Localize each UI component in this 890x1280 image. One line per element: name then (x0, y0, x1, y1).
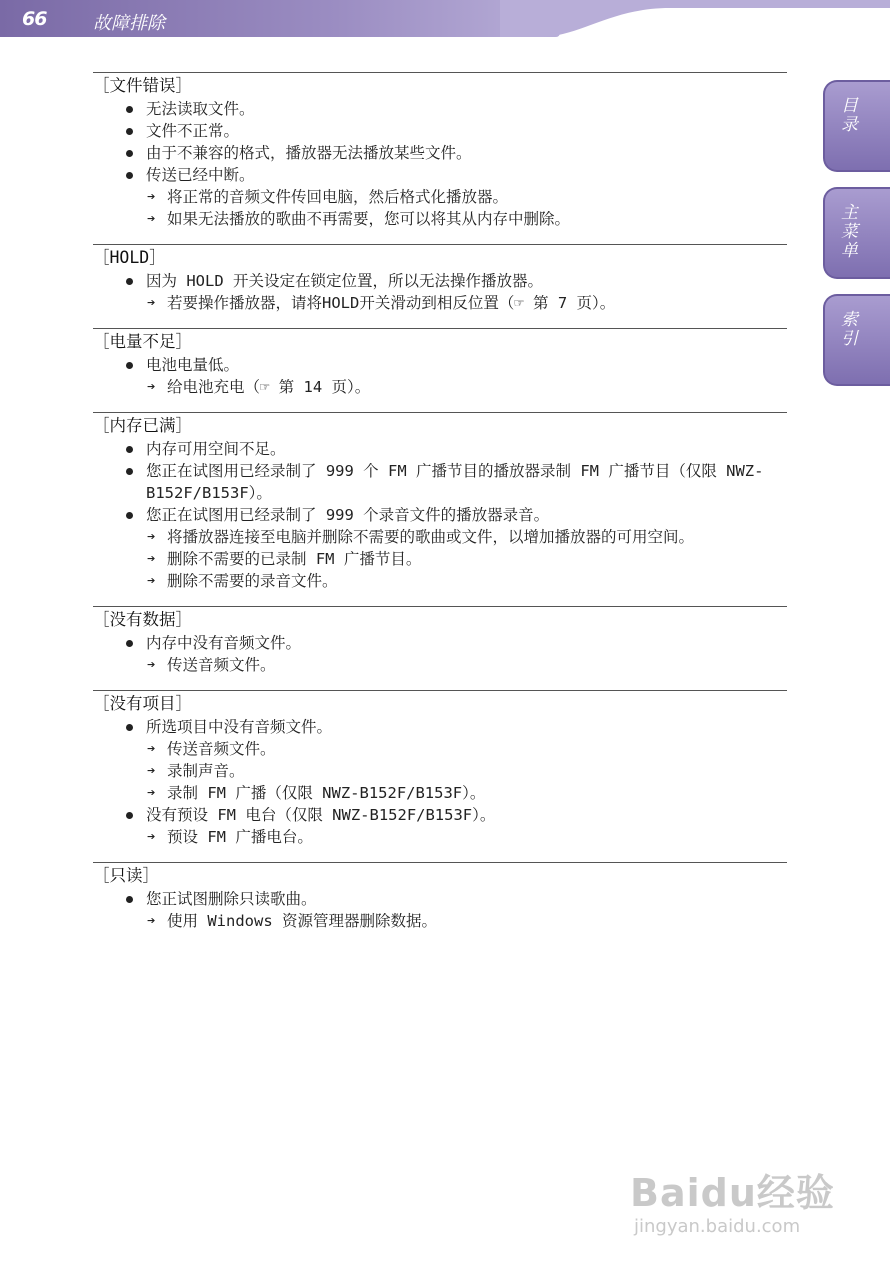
error-section-title: ［只读］ (93, 866, 159, 885)
tab-contents-label: 目录 (837, 96, 857, 134)
item-text: 由于不兼容的格式，播放器无法播放某些文件。 (146, 144, 472, 162)
item-text: 内存可用空间不足。 (146, 440, 286, 458)
bullet-icon (126, 106, 133, 113)
cause-item (93, 354, 787, 376)
error-section (93, 862, 787, 932)
error-section-title: ［没有数据］ (93, 610, 192, 629)
remedy-item (93, 292, 787, 314)
item-text: 文件不正常。 (146, 122, 240, 140)
item-text: 所选项目中没有音频文件。 (146, 718, 333, 736)
bullet-icon (126, 128, 133, 135)
tab-index[interactable] (823, 294, 890, 386)
bullet-icon (126, 150, 133, 157)
arrow-right-icon: ➔ (147, 295, 156, 311)
error-section-title: ［没有项目］ (93, 694, 192, 713)
cause-item (93, 716, 787, 738)
bullet-icon (126, 446, 133, 453)
error-section (93, 328, 787, 398)
arrow-right-icon: ➔ (147, 657, 156, 673)
item-text: 删除不需要的已录制 FM 广播节目。 (167, 550, 422, 568)
item-text: 无法读取文件。 (146, 100, 255, 118)
error-section (93, 690, 787, 848)
error-section (93, 606, 787, 676)
item-text: 因为 HOLD 开关设定在锁定位置，所以无法操作播放器。 (146, 272, 543, 290)
watermark-url: jingyan.baidu.com (634, 1216, 801, 1237)
cause-item (93, 120, 787, 142)
item-text: 将播放器连接至电脑并删除不需要的歌曲或文件，以增加播放器的可用空间。 (167, 528, 695, 546)
tab-contents[interactable] (823, 80, 890, 172)
bullet-icon (126, 172, 133, 179)
error-section-title: ［电量不足］ (93, 332, 192, 351)
item-text: 您正试图删除只读歌曲。 (146, 890, 317, 908)
watermark (630, 1150, 840, 1250)
arrow-right-icon: ➔ (147, 785, 156, 801)
item-text: 给电池充电（☞ 第 14 页）。 (167, 378, 371, 396)
item-text: 删除不需要的录音文件。 (167, 572, 338, 590)
item-text: 录制声音。 (167, 762, 245, 780)
cause-item (93, 142, 787, 164)
bullet-icon (126, 812, 133, 819)
item-text: 内存中没有音频文件。 (146, 634, 302, 652)
item-text: 传送已经中断。 (146, 166, 255, 184)
cause-item (93, 632, 787, 654)
cause-item (93, 460, 787, 504)
item-text: 您正在试图用已经录制了 999 个 FM 广播节目的播放器录制 FM 广播节目（仅限 NWZ-B152F/B153F）。 (146, 462, 764, 502)
arrow-right-icon: ➔ (147, 189, 156, 205)
item-text: 传送音频文件。 (167, 740, 276, 758)
error-section (93, 412, 787, 592)
arrow-right-icon: ➔ (147, 913, 156, 929)
item-text: 没有预设 FM 电台（仅限 NWZ-B152F/B153F）。 (146, 806, 496, 824)
arrow-right-icon: ➔ (147, 211, 156, 227)
bullet-icon (126, 640, 133, 647)
header-curve-decoration (500, 0, 890, 37)
remedy-item (93, 548, 787, 570)
bullet-icon (126, 896, 133, 903)
bullet-icon (126, 468, 133, 475)
remedy-item (93, 760, 787, 782)
remedy-item (93, 654, 787, 676)
remedy-item (93, 186, 787, 208)
cause-item (93, 804, 787, 826)
remedy-item (93, 208, 787, 230)
remedy-item (93, 782, 787, 804)
arrow-right-icon: ➔ (147, 763, 156, 779)
remedy-item (93, 376, 787, 398)
item-text: 电池电量低。 (146, 356, 240, 374)
arrow-right-icon: ➔ (147, 379, 156, 395)
header-section-title: 故障排除 (93, 13, 165, 34)
arrow-right-icon: ➔ (147, 529, 156, 545)
item-text: 若要操作播放器，请将HOLD开关滑动到相反位置（☞ 第 7 页）。 (167, 294, 616, 312)
item-text: 您正在试图用已经录制了 999 个录音文件的播放器录音。 (146, 506, 550, 524)
arrow-right-icon: ➔ (147, 741, 156, 757)
arrow-right-icon: ➔ (147, 551, 156, 567)
remedy-item (93, 526, 787, 548)
error-section-title: ［HOLD］ (93, 248, 166, 267)
troubleshooting-content (93, 72, 787, 946)
item-text: 如果无法播放的歌曲不再需要，您可以将其从内存中删除。 (167, 210, 571, 228)
item-text: 录制 FM 广播（仅限 NWZ-B152F/B153F）。 (167, 784, 486, 802)
tab-index-label: 索引 (837, 310, 857, 348)
remedy-item (93, 738, 787, 760)
arrow-right-icon: ➔ (147, 829, 156, 845)
item-text: 预设 FM 广播电台。 (167, 828, 313, 846)
header-bar (0, 0, 560, 37)
cause-item (93, 98, 787, 120)
remedy-item (93, 826, 787, 848)
arrow-right-icon: ➔ (147, 573, 156, 589)
error-section-title: ［内存已满］ (93, 416, 192, 435)
bullet-icon (126, 278, 133, 285)
cause-item (93, 438, 787, 460)
remedy-item (93, 910, 787, 932)
page-header (0, 0, 890, 37)
tab-main-menu-label: 主菜单 (837, 203, 857, 260)
bullet-icon (126, 512, 133, 519)
error-section-title: ［文件错误］ (93, 76, 192, 95)
cause-item (93, 504, 787, 526)
item-text: 使用 Windows 资源管理器删除数据。 (167, 912, 437, 930)
watermark-logo: Baidu经验 (630, 1171, 835, 1215)
item-text: 传送音频文件。 (167, 656, 276, 674)
remedy-item (93, 570, 787, 592)
tab-main-menu[interactable] (823, 187, 890, 279)
error-section (93, 72, 787, 230)
cause-item (93, 164, 787, 186)
bullet-icon (126, 724, 133, 731)
item-text: 将正常的音频文件传回电脑，然后格式化播放器。 (167, 188, 509, 206)
cause-item (93, 270, 787, 292)
page-number: 66 (22, 8, 47, 30)
error-section (93, 244, 787, 314)
cause-item (93, 888, 787, 910)
bullet-icon (126, 362, 133, 369)
